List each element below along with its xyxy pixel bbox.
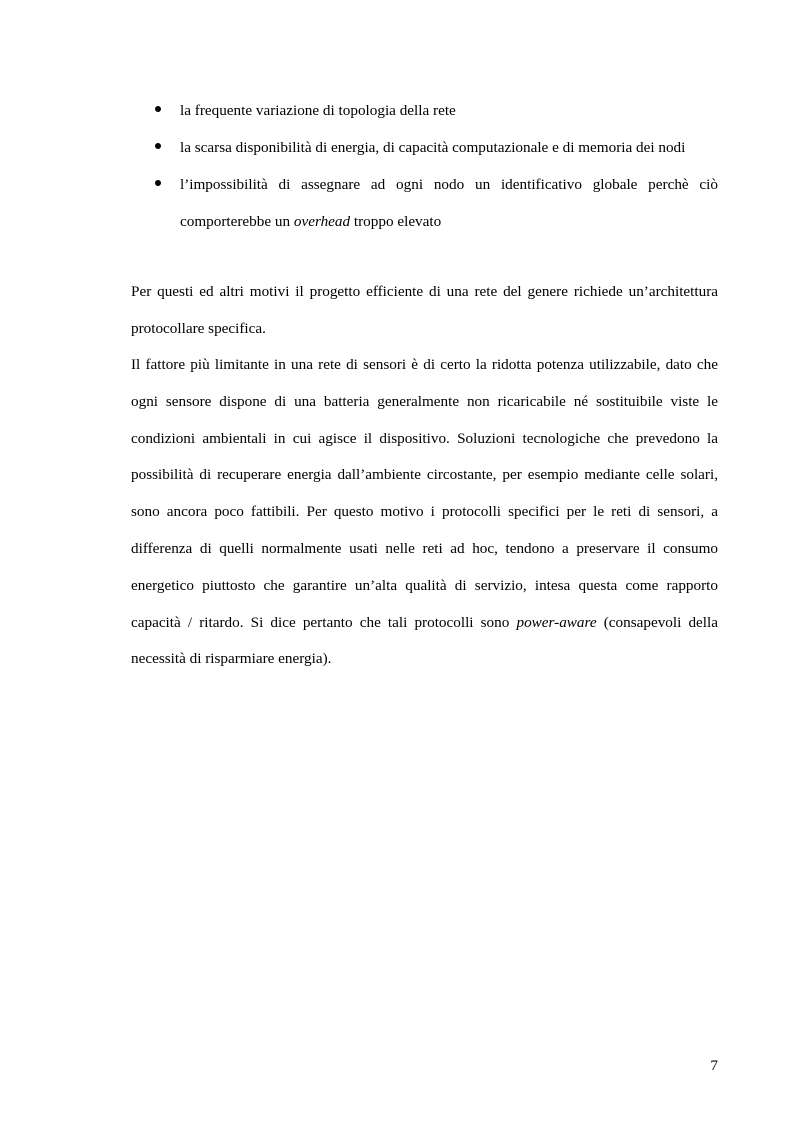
paragraph-power [131,347,718,678]
emphasis-overhead: overhead [293,213,351,230]
emphasis-power-aware: power-aware [516,613,597,631]
bullet-text-start: l’impossibilità di assegnare ad ogni nodo un identificativo globale perchè ciò comporterebbe un [180,176,718,230]
list-item [131,166,718,240]
paragraph-power-end: (consapevoli della necessità di risparmiare energia). [131,613,718,668]
list-item [131,92,718,129]
bullet-text-end: troppo elevato [350,213,442,230]
paragraph-power-start: Il fattore più limitante in una rete di sensori è di certo la ridotta potenza utilizzabile, dato che ogni sensore dispone di una batteria generalmente non ricaricabile né sostituibile viste le condizioni ambientali in cui agisce il dispositivo. Soluzioni tecnologiche che prevedono la possibilità di recuperare energia dall’ambiente circostante, per esempio mediante celle solari, sono ancora poco fattibili. Per questo motivo i protocolli specifici per le reti di sensori, a differenza di quelli normalmente usati nelle reti ad hoc, tendono a preservare il consumo energetico piuttosto che garantire un’alta qualità di servizio, intesa questa come rapporto capacità / ritardo. Si dice pertanto che tali protocolli sono [131,356,718,631]
paragraph-architecture: Per questi ed altri motivi il progetto efficiente di una rete del genere richiede un’architettura protocollare specifica. [131,283,718,337]
bullet-text: la scarsa disponibilità di energia, di capacità computazionale e di memoria dei nodi [180,139,686,156]
bullet-text [180,166,718,240]
bullet-list [131,92,718,240]
bullet-icon [155,143,161,149]
list-item [131,129,718,166]
bullet-icon [155,106,161,112]
page-number: 7 [710,1057,718,1074]
bullet-text: la frequente variazione di topologia della rete [180,102,456,119]
bullet-icon [155,180,161,186]
